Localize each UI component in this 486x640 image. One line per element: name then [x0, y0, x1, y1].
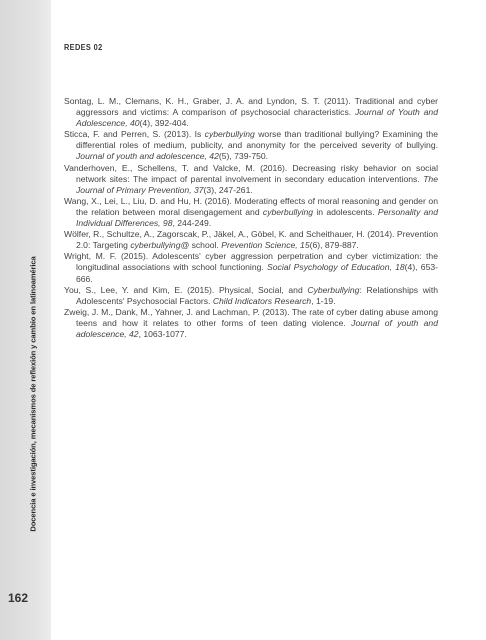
reference-entry: Wölfer, R., Schultze, A., Zagorscak, P., Jäkel, A., Göbel, K. and Scheithauer, H. (2014). Prevention 2.0: Targeting cyberbullying@ school. Prevention Science, 15(6), 879-887. [64, 229, 438, 251]
reference-entry: Vanderhoven, E., Schellens, T. and Valcke, M. (2016). Decreasing risky behavior on social network sites: The impact of parental involvement in secondary education interventions. The Journal of Primary Prevention, 37(3), 247-261. [64, 162, 438, 195]
reference-entry: Wang, X., Lei, L., Liu, D. and Hu, H. (2016). Moderating effects of moral reasoning and gender on the relation between moral disengagement and cyberbullying in adolescents. Personality and Individual Differences, 98, 244-249. [64, 195, 438, 229]
sidebar-band [0, 0, 51, 640]
reference-entry: Zweig, J. M., Dank, M., Yahner, J. and Lachman, P. (2013). The rate of cyber dating abuse among teens and how it relates to other forms of teen dating violence. Journal of youth and adolescence, 42, 1063-1077. [64, 306, 438, 339]
running-header: REDES 02 [64, 43, 103, 52]
reference-entry: Sticca, F. and Perren, S. (2013). Is cyberbullying worse than traditional bullying? Examining the differential roles of medium, publicity, and anonymity for the perceived severity of bullying. Journal of youth and adolescence, 42(5), 739-750. [64, 129, 438, 162]
reference-list [64, 96, 438, 340]
reference-entry: You, S., Lee, Y. and Kim, E. (2015). Physical, Social, and Cyberbullying: Relationships with Adolescents' Psychosocial Factors. Child Indicators Research, 1-19. [64, 284, 438, 306]
reference-entry: Wright, M. F. (2015). Adolescents' cyber aggression perpetration and cyber victimization: the longitudinal associations with school functioning. Social Psychology of Education, 18(4), 653-666. [64, 251, 438, 284]
reference-entry: Sontag, L. M., Clemans, K. H., Graber, J. A. and Lyndon, S. T. (2011). Traditional and cyber aggressors and victims: A comparison of psychosocial characteristics. Journal of Youth and Adolescence, 40(4), 392-404. [64, 96, 438, 129]
sidebar-title: Docencia e investigación, mecanismos de reflexión y cambio en latinoamérica [28, 256, 38, 532]
page-number: 162 [8, 591, 29, 605]
